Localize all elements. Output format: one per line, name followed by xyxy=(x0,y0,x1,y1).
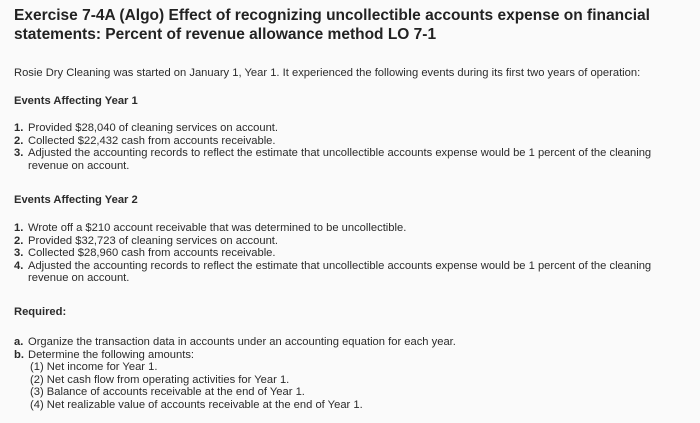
exercise-intro: Rosie Dry Cleaning was started on January 1, Year 1. It experienced the following events during its first two years of operation: xyxy=(14,67,641,79)
item-text: Provided $28,040 of cleaning services on account. xyxy=(28,122,279,134)
list-item xyxy=(14,147,684,172)
required-item-a xyxy=(14,336,684,349)
item-label: b. xyxy=(14,348,24,361)
required-item-b xyxy=(14,349,684,362)
year2-event-list xyxy=(14,222,684,285)
list-item xyxy=(14,122,684,135)
item-text: Collected $22,432 cash from accounts receivable. xyxy=(28,134,276,147)
list-item xyxy=(14,135,684,148)
item-label: a. xyxy=(14,336,24,348)
item-number: 4. xyxy=(14,259,24,272)
exercise-title xyxy=(14,6,674,44)
sub-item: (4) Net realizable value of accounts receivable at the end of Year 1. xyxy=(30,398,363,411)
item-text: Determine the following amounts: xyxy=(28,348,195,361)
year1-heading: Events Affecting Year 1 xyxy=(14,95,138,107)
item-number: 2. xyxy=(14,234,24,247)
list-item xyxy=(14,260,684,285)
list-item xyxy=(14,247,684,260)
year1-event-list xyxy=(14,122,684,172)
item-number: 3. xyxy=(14,147,24,159)
item-number: 1. xyxy=(14,222,24,234)
exercise-title-line2: statements: Percent of revenue allowance method LO 7-1 xyxy=(14,26,437,43)
sub-item: (2) Net cash flow from operating activities for Year 1. xyxy=(30,373,290,386)
list-item xyxy=(14,235,684,248)
required-list xyxy=(14,336,684,411)
item-text: Wrote off a $210 account receivable that was determined to be uncollectible. xyxy=(28,222,407,234)
item-text: Organize the transaction data in accounts under an accounting equation for each year. xyxy=(28,336,456,348)
required-heading: Required: xyxy=(14,306,67,318)
exercise-title-line1: Exercise 7-4A (Algo) Effect of recognizing uncollectible accounts expense on financial xyxy=(14,7,650,24)
sub-item: (1) Net income for Year 1. xyxy=(30,361,158,373)
item-text: Adjusted the accounting records to reflect the estimate that uncollectible accounts expense would be 1 percent of the cleaning revenue on account. xyxy=(28,147,652,172)
item-text: Provided $32,723 of cleaning services on account. xyxy=(28,234,279,247)
sub-item: (3) Balance of accounts receivable at the end of Year 1. xyxy=(30,386,305,398)
list-item xyxy=(14,222,684,235)
item-number: 2. xyxy=(14,134,24,147)
year2-heading: Events Affecting Year 2 xyxy=(14,194,138,206)
item-number: 1. xyxy=(14,122,24,134)
item-text: Collected $28,960 cash from accounts receivable. xyxy=(28,247,276,259)
item-text: Adjusted the accounting records to reflect the estimate that uncollectible accounts expense would be 1 percent of the cleaning revenue on account. xyxy=(28,259,652,284)
item-number: 3. xyxy=(14,247,24,259)
required-b-subitems xyxy=(14,361,684,411)
